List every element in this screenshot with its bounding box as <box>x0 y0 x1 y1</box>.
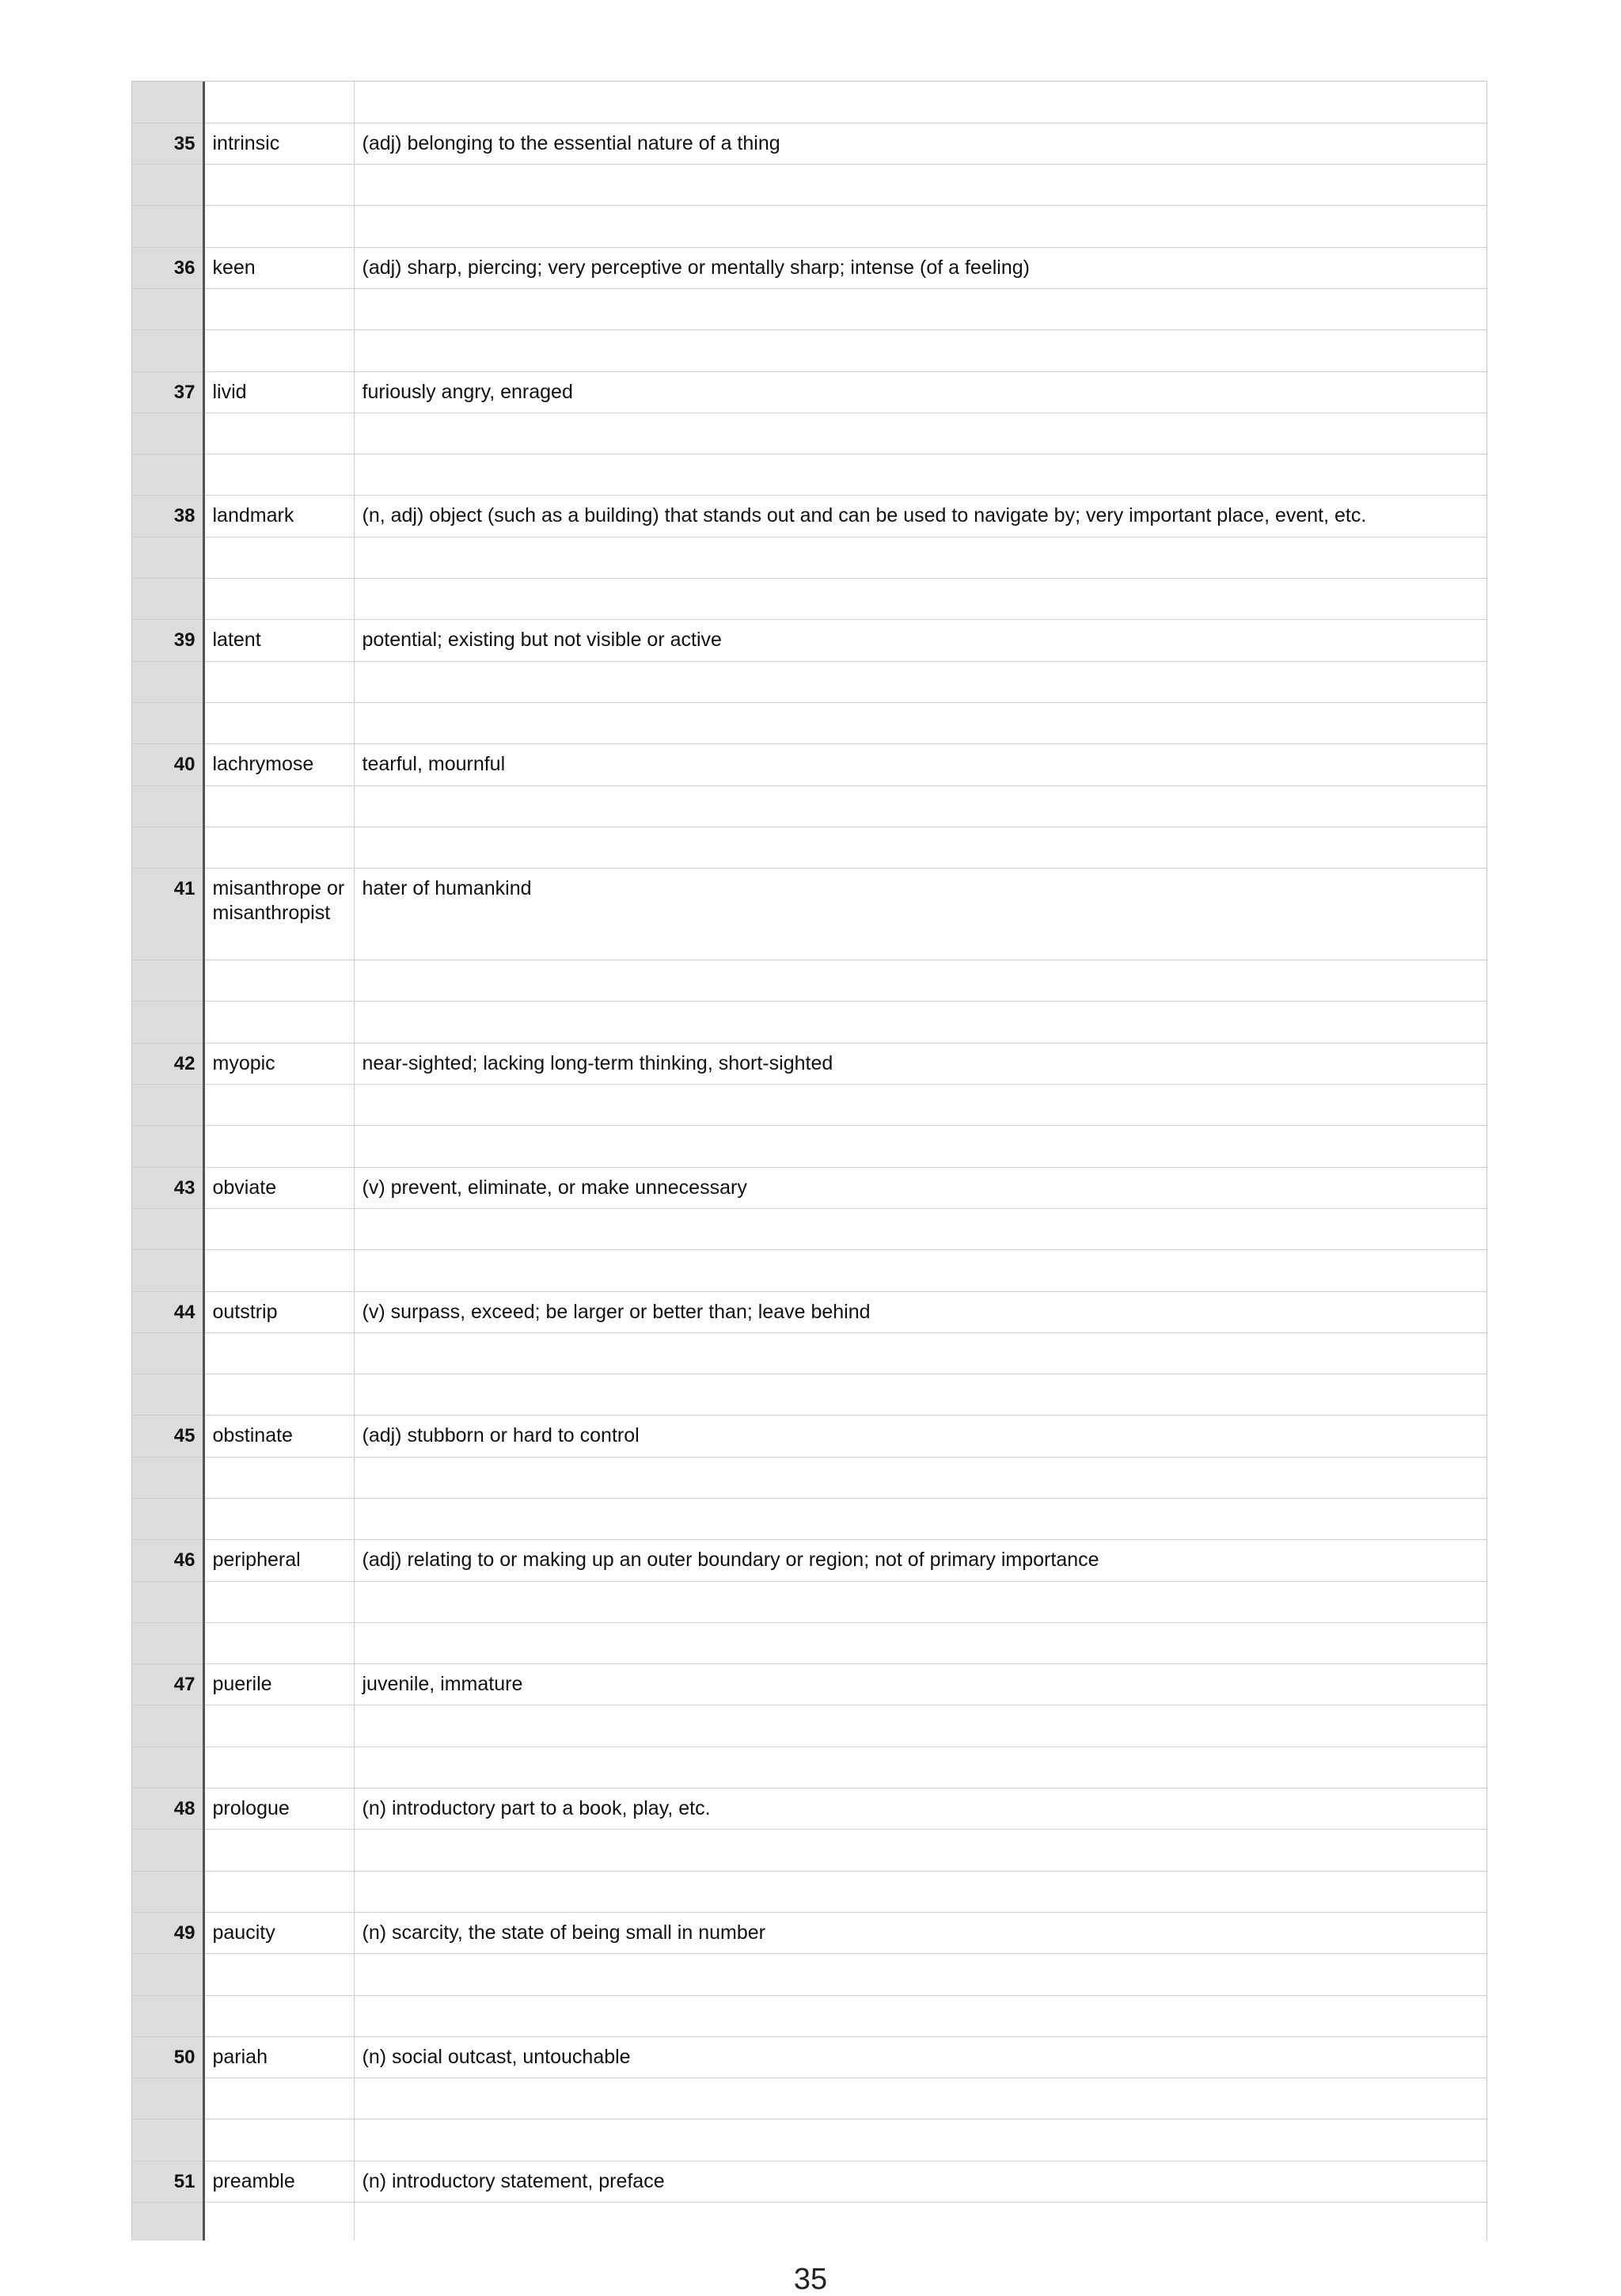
word-cell <box>203 1747 354 1788</box>
empty-row <box>132 1208 1486 1249</box>
word-cell <box>203 537 354 578</box>
row-number-cell <box>132 412 203 454</box>
word-cell <box>203 2119 354 2161</box>
word-cell <box>203 288 354 329</box>
row-number-cell: 43 <box>132 1167 203 1208</box>
empty-row <box>132 1332 1486 1374</box>
definition-cell <box>354 1871 1486 1912</box>
definition-cell: hater of humankind <box>354 869 1486 960</box>
word-cell <box>203 1457 354 1498</box>
row-number-cell <box>132 1085 203 1126</box>
table-row <box>132 620 1486 661</box>
row-number-cell: 45 <box>132 1416 203 1457</box>
word-cell <box>203 1002 354 1043</box>
empty-row <box>132 1499 1486 1540</box>
empty-row <box>132 1954 1486 1995</box>
table-row <box>132 2036 1486 2077</box>
definition-cell <box>354 1747 1486 1788</box>
word-cell <box>203 960 354 1002</box>
word-cell <box>203 1705 354 1747</box>
word-cell: lachrymose <box>203 744 354 785</box>
word-cell <box>203 1332 354 1374</box>
definition-cell <box>354 2119 1486 2161</box>
row-number-cell: 46 <box>132 1540 203 1581</box>
table-row <box>132 1291 1486 1332</box>
word-cell <box>203 454 354 496</box>
definition-cell: (adj) belonging to the essential nature of a thing <box>354 123 1486 164</box>
empty-row <box>132 1622 1486 1663</box>
definition-cell: (n) introductory part to a book, play, etc. <box>354 1789 1486 1830</box>
definition-cell <box>354 1085 1486 1126</box>
row-number-cell: 41 <box>132 869 203 960</box>
table-row <box>132 2161 1486 2202</box>
word-cell <box>203 206 354 247</box>
empty-row <box>132 827 1486 868</box>
word-cell <box>203 412 354 454</box>
word-cell <box>203 82 354 123</box>
row-number-cell <box>132 1995 203 2036</box>
definition-cell <box>354 960 1486 1002</box>
row-number-cell: 35 <box>132 123 203 164</box>
empty-row <box>132 165 1486 206</box>
row-number-cell <box>132 960 203 1002</box>
definition-cell <box>354 1581 1486 1622</box>
row-number-cell <box>132 702 203 743</box>
definition-cell: tearful, mournful <box>354 744 1486 785</box>
definition-cell <box>354 1457 1486 1498</box>
word-cell <box>203 1374 354 1416</box>
empty-row <box>132 1002 1486 1043</box>
empty-row <box>132 82 1486 123</box>
row-number-cell: 47 <box>132 1664 203 1705</box>
row-number-cell <box>132 1250 203 1291</box>
row-number-cell <box>132 2078 203 2119</box>
row-number-cell <box>132 579 203 620</box>
empty-row <box>132 1250 1486 1291</box>
word-cell <box>203 2078 354 2119</box>
word-cell: intrinsic <box>203 123 354 164</box>
vocabulary-spreadsheet <box>131 81 1487 2241</box>
definition-cell <box>354 1995 1486 2036</box>
empty-row <box>132 1747 1486 1788</box>
empty-row <box>132 1085 1486 1126</box>
row-number-cell: 37 <box>132 371 203 412</box>
row-number-cell <box>132 1332 203 1374</box>
empty-row <box>132 2203 1486 2241</box>
word-cell <box>203 1126 354 1167</box>
definition-cell: (adj) stubborn or hard to control <box>354 1416 1486 1457</box>
row-number-cell <box>132 1499 203 1540</box>
definition-cell <box>354 1126 1486 1167</box>
definition-cell <box>354 661 1486 702</box>
definition-cell: potential; existing but not visible or active <box>354 620 1486 661</box>
empty-row <box>132 2119 1486 2161</box>
definition-cell <box>354 82 1486 123</box>
definition-cell: (v) prevent, eliminate, or make unnecessary <box>354 1167 1486 1208</box>
word-cell: puerile <box>203 1664 354 1705</box>
empty-row <box>132 1457 1486 1498</box>
row-number-cell <box>132 1954 203 1995</box>
word-cell <box>203 785 354 827</box>
row-number-cell <box>132 1705 203 1747</box>
row-number-cell <box>132 1581 203 1622</box>
empty-row <box>132 1581 1486 1622</box>
definition-cell: (v) surpass, exceed; be larger or better than; leave behind <box>354 1291 1486 1332</box>
table-row <box>132 1664 1486 1705</box>
definition-cell <box>354 537 1486 578</box>
row-number-cell <box>132 1871 203 1912</box>
definition-cell <box>354 330 1486 371</box>
row-number-cell: 40 <box>132 744 203 785</box>
definition-cell <box>354 1622 1486 1663</box>
word-cell: latent <box>203 620 354 661</box>
row-number-cell <box>132 537 203 578</box>
row-number-cell <box>132 785 203 827</box>
table-row <box>132 496 1486 537</box>
empty-row <box>132 579 1486 620</box>
definition-cell <box>354 1705 1486 1747</box>
table-row <box>132 1043 1486 1084</box>
table-row <box>132 1912 1486 1953</box>
word-cell <box>203 1085 354 1126</box>
table-row <box>132 123 1486 164</box>
empty-row <box>132 412 1486 454</box>
row-number-cell: 51 <box>132 2161 203 2202</box>
word-cell: preamble <box>203 2161 354 2202</box>
word-cell: obviate <box>203 1167 354 1208</box>
row-number-cell <box>132 661 203 702</box>
word-cell <box>203 165 354 206</box>
word-cell: keen <box>203 247 354 288</box>
row-number-cell: 48 <box>132 1789 203 1830</box>
definition-cell <box>354 1499 1486 1540</box>
vocabulary-table <box>132 82 1486 2241</box>
table-row <box>132 744 1486 785</box>
definition-cell: furiously angry, enraged <box>354 371 1486 412</box>
empty-row <box>132 330 1486 371</box>
word-cell <box>203 1250 354 1291</box>
empty-row <box>132 1705 1486 1747</box>
word-cell <box>203 702 354 743</box>
row-number-cell <box>132 1208 203 1249</box>
empty-row <box>132 206 1486 247</box>
word-cell: paucity <box>203 1912 354 1953</box>
definition-cell <box>354 2203 1486 2241</box>
word-cell <box>203 2203 354 2241</box>
definition-cell <box>354 454 1486 496</box>
row-number-cell <box>132 330 203 371</box>
definition-cell <box>354 2078 1486 2119</box>
word-cell: pariah <box>203 2036 354 2077</box>
row-number-cell: 39 <box>132 620 203 661</box>
definition-cell <box>354 1374 1486 1416</box>
row-number-cell <box>132 288 203 329</box>
row-number-cell <box>132 1002 203 1043</box>
word-cell <box>203 1208 354 1249</box>
empty-row <box>132 661 1486 702</box>
empty-row <box>132 702 1486 743</box>
word-cell: prologue <box>203 1789 354 1830</box>
word-cell: outstrip <box>203 1291 354 1332</box>
word-cell <box>203 1871 354 1912</box>
vocabulary-table-body <box>132 82 1486 2241</box>
empty-row <box>132 288 1486 329</box>
definition-cell <box>354 827 1486 868</box>
row-number-cell: 49 <box>132 1912 203 1953</box>
definition-cell: (n) scarcity, the state of being small in number <box>354 1912 1486 1953</box>
page-number: 35 <box>793 2263 828 2296</box>
row-number-cell <box>132 1457 203 1498</box>
definition-cell <box>354 1250 1486 1291</box>
definition-cell <box>354 206 1486 247</box>
definition-cell <box>354 785 1486 827</box>
row-number-cell: 50 <box>132 2036 203 2077</box>
word-cell <box>203 1954 354 1995</box>
definition-cell <box>354 288 1486 329</box>
definition-cell <box>354 1208 1486 1249</box>
word-cell <box>203 579 354 620</box>
word-cell: misanthrope or misanthropist <box>203 869 354 960</box>
row-number-cell: 38 <box>132 496 203 537</box>
word-cell <box>203 1499 354 1540</box>
word-cell: obstinate <box>203 1416 354 1457</box>
table-row <box>132 1540 1486 1581</box>
row-number-cell <box>132 2203 203 2241</box>
word-cell <box>203 1830 354 1871</box>
word-cell <box>203 661 354 702</box>
empty-row <box>132 960 1486 1002</box>
row-number-cell <box>132 1374 203 1416</box>
row-number-cell <box>132 454 203 496</box>
word-cell: landmark <box>203 496 354 537</box>
row-number-cell <box>132 2119 203 2161</box>
empty-row <box>132 1871 1486 1912</box>
definition-cell <box>354 165 1486 206</box>
definition-cell: (adj) relating to or making up an outer boundary or region; not of primary importance <box>354 1540 1486 1581</box>
definition-cell <box>354 1332 1486 1374</box>
row-number-cell <box>132 1747 203 1788</box>
row-number-cell: 42 <box>132 1043 203 1084</box>
empty-row <box>132 1126 1486 1167</box>
definition-cell: (n) social outcast, untouchable <box>354 2036 1486 2077</box>
definition-cell <box>354 1954 1486 1995</box>
table-row <box>132 247 1486 288</box>
row-number-cell <box>132 165 203 206</box>
row-number-cell <box>132 1126 203 1167</box>
empty-row <box>132 454 1486 496</box>
definition-cell: (n, adj) object (such as a building) that stands out and can be used to navigate by; very important place, event, etc. <box>354 496 1486 537</box>
definition-cell: (n) introductory statement, preface <box>354 2161 1486 2202</box>
row-number-cell: 36 <box>132 247 203 288</box>
definition-cell <box>354 1830 1486 1871</box>
table-row <box>132 1789 1486 1830</box>
word-cell: myopic <box>203 1043 354 1084</box>
word-cell <box>203 1581 354 1622</box>
empty-row <box>132 1995 1486 2036</box>
empty-row <box>132 537 1486 578</box>
word-cell <box>203 1622 354 1663</box>
table-row <box>132 1167 1486 1208</box>
definition-cell <box>354 579 1486 620</box>
word-cell <box>203 1995 354 2036</box>
definition-cell: (adj) sharp, piercing; very perceptive or mentally sharp; intense (of a feeling) <box>354 247 1486 288</box>
empty-row <box>132 2078 1486 2119</box>
word-cell: peripheral <box>203 1540 354 1581</box>
row-number-cell: 44 <box>132 1291 203 1332</box>
word-cell <box>203 827 354 868</box>
row-number-cell <box>132 1830 203 1871</box>
word-cell: livid <box>203 371 354 412</box>
empty-row <box>132 1374 1486 1416</box>
table-row <box>132 1416 1486 1457</box>
table-row <box>132 869 1486 960</box>
empty-row <box>132 785 1486 827</box>
empty-row <box>132 1830 1486 1871</box>
row-number-cell <box>132 82 203 123</box>
definition-cell <box>354 1002 1486 1043</box>
row-number-cell <box>132 827 203 868</box>
word-cell <box>203 330 354 371</box>
definition-cell: juvenile, immature <box>354 1664 1486 1705</box>
table-row <box>132 371 1486 412</box>
definition-cell: near-sighted; lacking long-term thinking, short-sighted <box>354 1043 1486 1084</box>
definition-cell <box>354 702 1486 743</box>
row-number-cell <box>132 206 203 247</box>
definition-cell <box>354 412 1486 454</box>
row-number-cell <box>132 1622 203 1663</box>
